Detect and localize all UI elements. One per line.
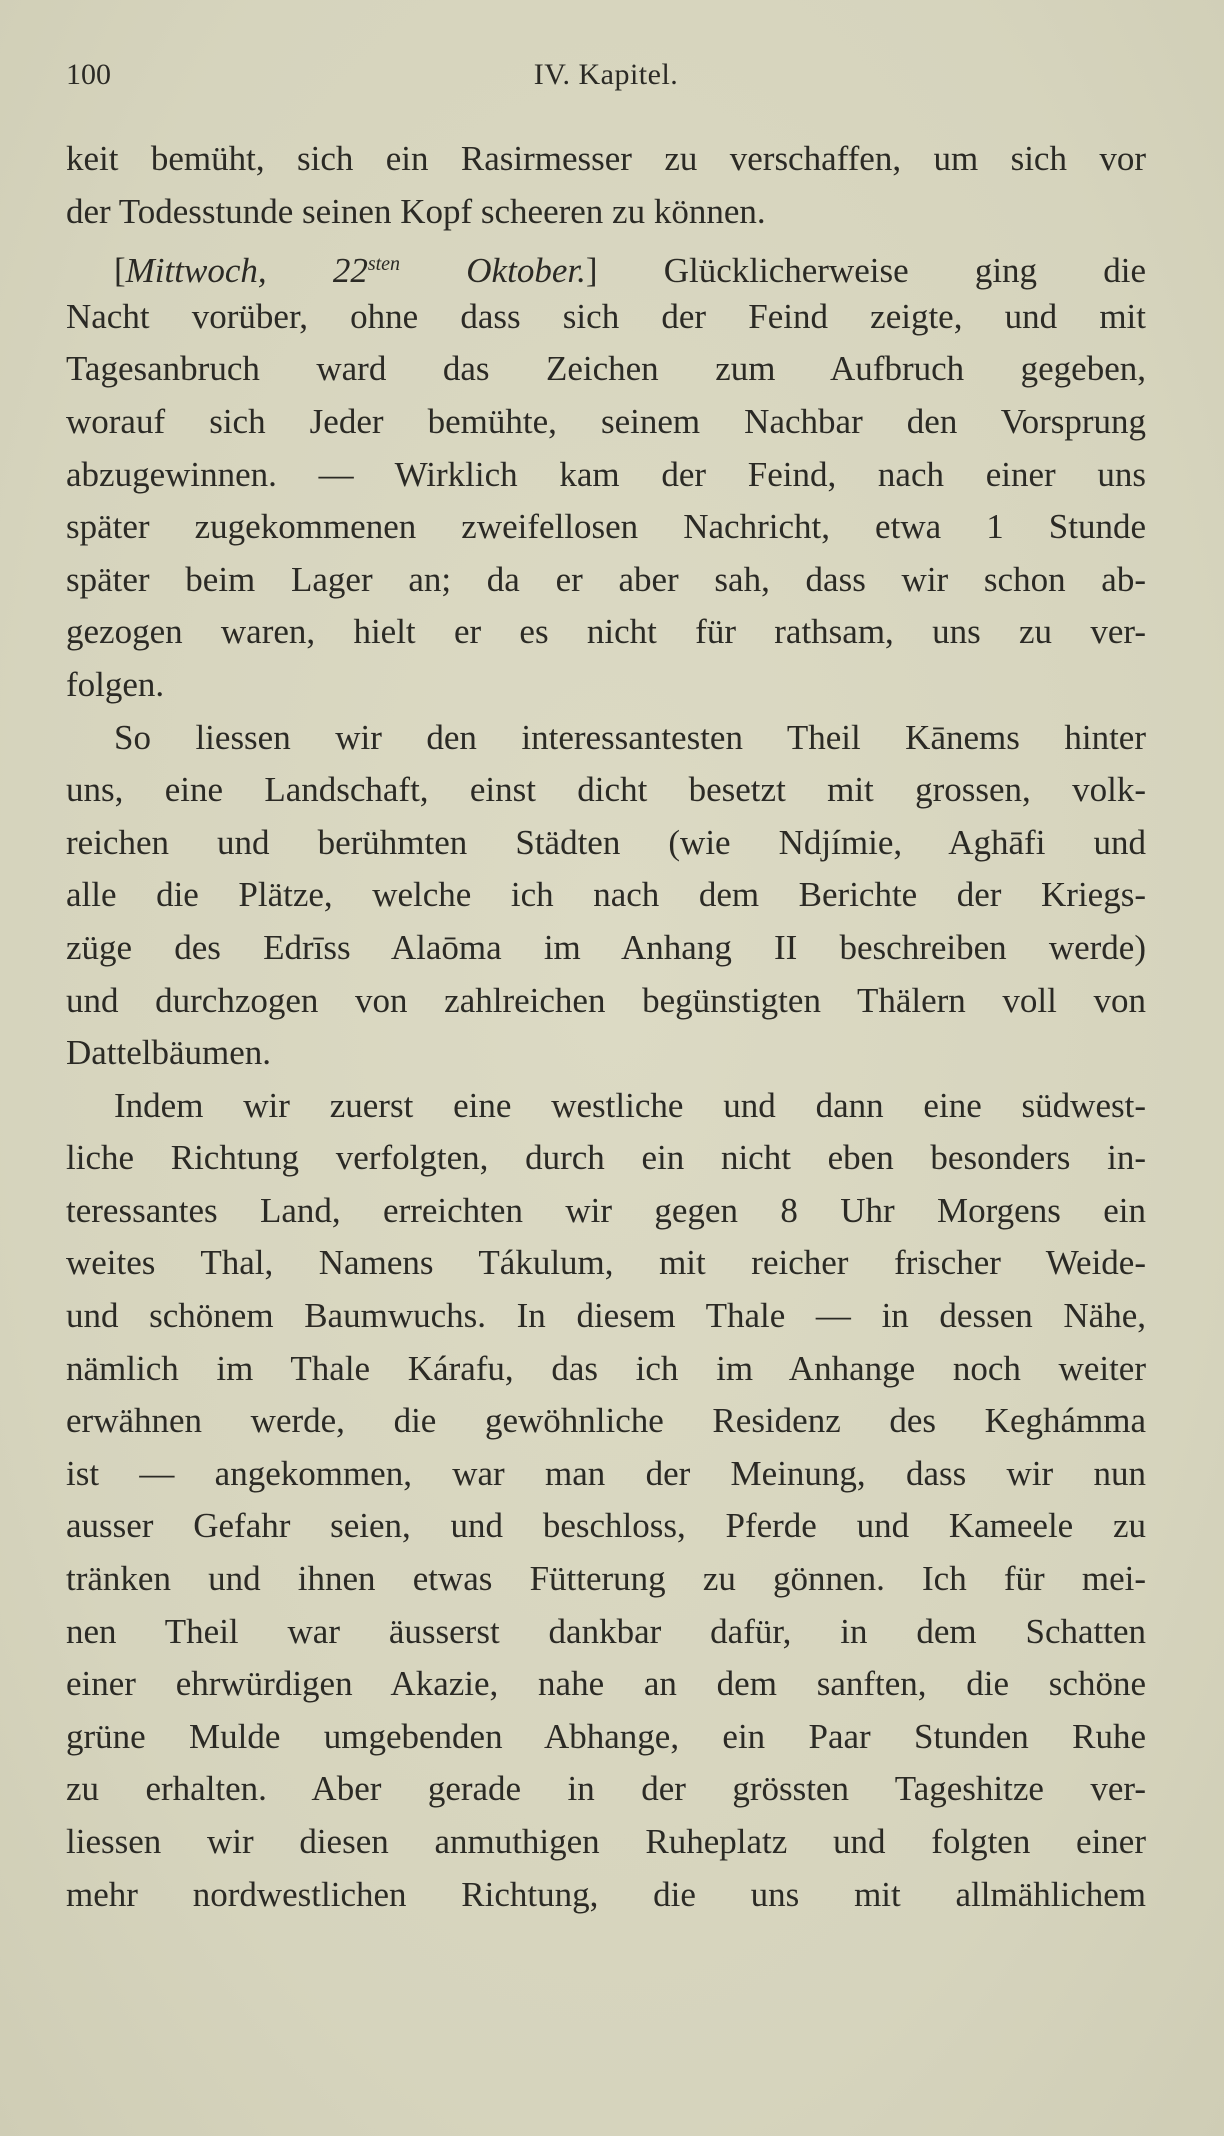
text-line: keit bemüht, sich ein Rasirmesser zu verschaffen, um sich vor xyxy=(66,139,1146,178)
text-line: liessen wir diesen anmuthigen Ruheplatz und folgten einer xyxy=(66,1822,1146,1861)
body-text xyxy=(66,133,1146,1921)
text-line: uns, eine Landschaft, einst dicht besetzt mit grossen, volk- xyxy=(66,770,1146,810)
text-line: abzugewinnen. — Wirklich kam der Feind, nach einer uns xyxy=(66,454,1146,494)
text-line: teressantes Land, erreichten wir gegen 8 Uhr Morgens ein xyxy=(66,1190,1146,1230)
text-line: und durchzogen von zahlreichen begünstigten Thälern voll von xyxy=(66,980,1146,1020)
text-line-date: [Mittwoch, $22^{sten}$ Oktober.] Glücklicherweise ging die xyxy=(114,251,1147,291)
text-line: tränken und ihnen etwas Fütterung zu gönnen. Ich für mei- xyxy=(66,1559,1146,1599)
text-line: alle die Plätze, welche ich nach dem Berichte der Kriegs- xyxy=(66,875,1146,915)
text-line: folgen. xyxy=(66,664,165,704)
text-line: liche Richtung verfolgten, durch ein nicht eben besonders in- xyxy=(66,1138,1146,1178)
text-line: reichen und berühmten Städten (wie Ndjímie, Aghāfi und xyxy=(66,822,1146,862)
text-line: später zugekommenen zweifellosen Nachricht, etwa 1 Stunde xyxy=(66,507,1146,547)
text-line: Nacht vorüber, ohne dass sich der Feind zeigte, und mit xyxy=(66,296,1146,336)
text-line: gezogen waren, hielt er es nicht für rathsam, uns zu ver- xyxy=(66,612,1146,652)
page-header xyxy=(66,58,1146,98)
text-line: nen Theil war äusserst dankbar dafür, in dem Schatten xyxy=(66,1611,1146,1651)
text-line: weites Thal, Namens Tákulum, mit reicher frischer Weide- xyxy=(66,1243,1146,1283)
text-line: nämlich im Thale Kárafu, das ich im Anhange noch weiter xyxy=(66,1348,1146,1388)
text-line: Dattelbäumen. xyxy=(66,1033,272,1073)
text-line: züge des Edrīss Alaōma im Anhang II beschreiben werde) xyxy=(66,927,1146,967)
text-line: ist — angekommen, war man der Meinung, dass wir nun xyxy=(66,1453,1146,1493)
text-line: zu erhalten. Aber gerade in der grössten Tageshitze ver- xyxy=(66,1769,1146,1809)
text-line: worauf sich Jeder bemühte, seinem Nachbar den Vorsprung xyxy=(66,401,1146,441)
text-line: Tagesanbruch ward das Zeichen zum Aufbruch gegeben, xyxy=(66,349,1146,389)
page-number: 100 xyxy=(66,58,111,91)
text-line: So liessen wir den interessantesten Theil Kānems hinter xyxy=(114,717,1146,757)
date-note: [Mittwoch, $22^{sten}$ Oktober.] xyxy=(114,251,598,291)
text-line: ausser Gefahr seien, und beschloss, Pferde und Kameele zu xyxy=(66,1506,1146,1546)
text-line: einer ehrwürdigen Akazie, nahe an dem sanften, die schöne xyxy=(66,1664,1146,1704)
text-line: der Todesstunde seinen Kopf scheeren zu können. xyxy=(66,191,766,231)
text-line: später beim Lager an; da er aber sah, dass wir schon ab- xyxy=(66,559,1146,599)
text-line: Indem wir zuerst eine westliche und dann eine südwest- xyxy=(114,1085,1146,1125)
text-line: erwähnen werde, die gewöhnliche Residenz des Keghámma xyxy=(66,1401,1146,1441)
running-head: IV. Kapitel. xyxy=(533,58,679,91)
text-line: grüne Mulde umgebenden Abhange, ein Paar Stunden Ruhe xyxy=(66,1716,1146,1756)
text-line: und schönem Baumwuchs. In diesem Thale — in dessen Nähe, xyxy=(66,1296,1146,1336)
text-line: mehr nordwestlichen Richtung, die uns mit allmählichem xyxy=(66,1874,1146,1914)
